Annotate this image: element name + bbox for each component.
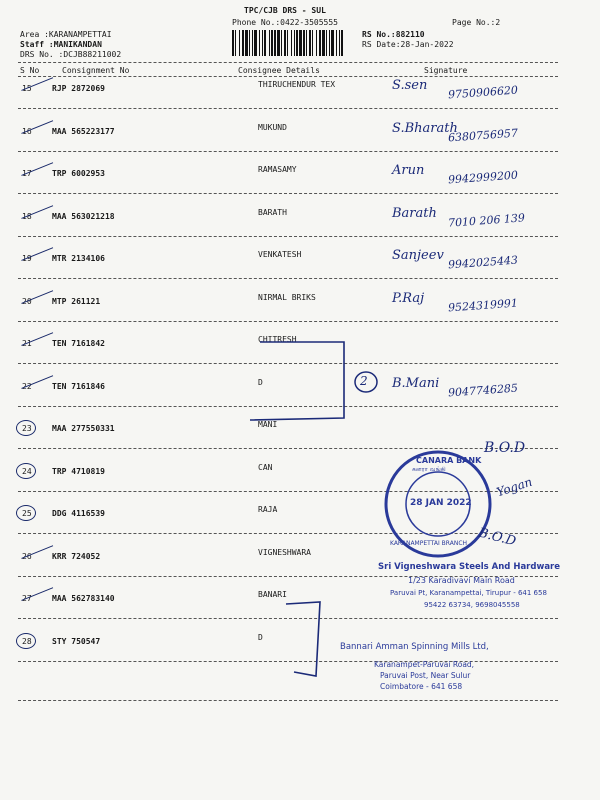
row-signature: Barath [392, 205, 437, 221]
row-consignment: KRR 724052 [52, 551, 101, 561]
row-consignment: TRP 4710819 [52, 466, 105, 476]
col-consignment: Consignment No [62, 66, 130, 75]
row-consignment: TEN 7161842 [52, 339, 105, 348]
barcode-bar [245, 30, 248, 56]
row-tick-mark [17, 364, 53, 389]
row-rule [18, 278, 558, 279]
barcode-bar [254, 30, 257, 56]
row-tick-mark [17, 576, 53, 601]
row-signature: P.Raj [392, 290, 425, 306]
barcode-bar [232, 30, 234, 56]
row-sno: 21 [22, 339, 32, 348]
barcode-bar [316, 30, 317, 56]
barcode-bar [277, 30, 280, 56]
banari-stamp-city: Coimbatore - 641 658 [380, 682, 463, 691]
barcode-bar [329, 30, 330, 56]
barcode-bar [322, 30, 325, 56]
banari-stamp-road: Karanampet-Paruvai Road, [374, 660, 475, 669]
row-consignee: RAJA [258, 505, 278, 514]
barcode-bar [262, 30, 263, 56]
row-consignee: NIRMAL BRIKS [258, 292, 316, 302]
row-sno: 22 [22, 381, 32, 391]
footer-rule [18, 700, 558, 701]
canara-bank-stamp [382, 448, 494, 560]
row-sno: 25 [22, 509, 32, 518]
row-sno: 27 [22, 594, 32, 603]
row-consignment: MAA 565223177 [52, 126, 115, 136]
row-sno: 16 [22, 126, 32, 136]
row-sno: 15 [22, 84, 32, 93]
row-rule [18, 193, 558, 194]
row-tick-mark [17, 194, 53, 219]
barcode-bar [306, 30, 307, 56]
banari-stamp-post: Paruvai Post, Near Sulur [380, 671, 471, 680]
row-phone: 9942025443 [447, 253, 519, 272]
row-consignment: MTR 2134106 [52, 254, 105, 263]
row-consignee: RAMASAMY [258, 165, 297, 174]
vigneshwara-stamp-name: Sri Vigneshwara Steels And Hardware [378, 562, 561, 572]
row-signature: S.sen [392, 78, 428, 93]
barcode-bar [239, 30, 240, 56]
vigneshwara-stamp-address: 1/23 Karadivavi Main Road [408, 576, 515, 585]
row-sno: 18 [22, 211, 32, 221]
row-rule [18, 321, 558, 322]
canara-bank-name: CANARA BANK [416, 456, 482, 465]
row-tick-mark [17, 236, 53, 261]
row-tick-mark [16, 420, 36, 436]
canara-tamil: கனரா வங்கி [412, 466, 446, 473]
row-tick-mark [17, 109, 53, 134]
row-phone: 6380756957 [447, 126, 519, 144]
barcode-bar [235, 30, 236, 56]
row-tick-mark [16, 463, 36, 479]
row-tick-mark [16, 633, 36, 649]
row-rule [18, 151, 558, 152]
row-sno: 20 [22, 296, 32, 306]
barcode-bar [274, 30, 276, 56]
row-phone: 7010 206 139 [447, 210, 526, 230]
row-tick-mark [17, 279, 53, 304]
row-tick-mark [17, 321, 53, 346]
row-phone: 9942999200 [447, 168, 519, 187]
bod-note: B.O.D [484, 440, 526, 456]
row-consignee: VENKATESH [258, 250, 302, 259]
barcode-bar [291, 30, 292, 56]
vigneshwara-stamp-phone: 95422 63734, 9698045558 [424, 601, 520, 609]
barcode-bar [336, 30, 337, 56]
row-sno: 26 [22, 551, 32, 561]
bracket-number: 2 [360, 374, 368, 388]
barcode-bar [312, 30, 313, 56]
banari-stamp-name: Bannari Amman Spinning Mills Ltd, [340, 642, 489, 652]
row-sno: 28 [22, 636, 32, 646]
row-consignment: STY 750547 [52, 636, 101, 646]
barcode-bar [339, 30, 340, 56]
canara-branch: KARANAMPETTAI BRANCH [390, 540, 468, 547]
row-phone: 9047746285 [447, 381, 519, 399]
barcode-bar [269, 30, 270, 56]
row-consignee: MANI [258, 420, 278, 429]
area-field: Area :KARANAMPETTAI [20, 30, 112, 39]
row-consignment: TEN 7161846 [52, 381, 105, 391]
barcode-bar [294, 30, 295, 56]
barcode-bar [249, 30, 250, 56]
staff-field: Staff :MANIKANDAN [20, 40, 102, 49]
row-consignment: MAA 563021218 [52, 211, 115, 221]
row-sno: 24 [22, 466, 32, 476]
columns-rule [18, 76, 558, 77]
bracket-annotation-2 [280, 600, 340, 680]
barcode-bar [331, 30, 334, 56]
row-signature: S.Bharath [392, 120, 458, 136]
row-consignee: CAN [258, 462, 273, 472]
rs-number: RS No.:882110 [362, 30, 425, 39]
phone-number: Phone No.:0422-3505555 [232, 18, 338, 27]
barcode-bar [319, 30, 321, 56]
row-consignee: THIRUCHENDUR TEX [258, 80, 336, 89]
barcode-bar [303, 30, 305, 56]
row-consignee: VIGNESHWARA [258, 547, 311, 557]
row-consignee: MUKUND [258, 122, 287, 132]
col-sno: S No [20, 66, 40, 75]
barcode-bar [326, 30, 327, 56]
row-sno: 19 [22, 254, 32, 263]
barcode-bar [296, 30, 298, 56]
vigneshwara-stamp-city: Paruvai Pt, Karanampettai, Tirupur - 641 658 [390, 589, 547, 597]
row-signature: Arun [392, 163, 425, 178]
barcode-bar [259, 30, 260, 56]
page-number: Page No.:2 [452, 18, 501, 27]
barcode-bar [284, 30, 286, 56]
bod-note-2: B.O.D [476, 525, 518, 550]
row-signature: Sanjeev [392, 248, 444, 263]
row-phone: 9524319991 [447, 296, 519, 314]
barcode-bar [299, 30, 302, 56]
barcode-bar [264, 30, 266, 56]
row-consignee: BANARI [258, 590, 287, 599]
drs-number: DRS No. :DCJB88211002 [20, 50, 122, 59]
row-consignment: RJP 2872069 [52, 84, 105, 93]
row-consignee: D [258, 632, 263, 642]
row-rule [18, 236, 558, 237]
barcode [230, 28, 350, 58]
row-sno: 17 [22, 169, 32, 178]
row-tick-mark [17, 151, 53, 176]
barcode-bar [271, 30, 273, 56]
barcode-bar [242, 30, 244, 56]
row-tick-mark [16, 505, 36, 521]
row-sno: 23 [22, 424, 32, 433]
barcode-bar [287, 30, 288, 56]
row-consignment: MAA 562783140 [52, 594, 115, 603]
barcode-bar [252, 30, 253, 56]
canara-date: 28 JAN 2022 [410, 498, 472, 508]
row-consignment: MAA 277550331 [52, 424, 115, 433]
yogan-signature: Yogan [494, 474, 534, 500]
doc-title: TPC/CJB DRS - SUL [244, 6, 326, 15]
row-consignment: MTP 261121 [52, 296, 101, 306]
barcode-bar [341, 30, 343, 56]
row-consignment: TRP 6002953 [52, 169, 105, 178]
row-consignee: BARATH [258, 207, 287, 217]
barcode-bar [309, 30, 311, 56]
header-rule [18, 62, 558, 63]
row-tick-mark [17, 534, 53, 559]
col-signature: Signature [424, 66, 468, 75]
row-signature: B.Mani [392, 375, 440, 391]
rs-date: RS Date:28-Jan-2022 [362, 40, 454, 49]
barcode-bar [281, 30, 282, 56]
row-consignment: DDG 4116539 [52, 509, 105, 518]
bracket-annotation [240, 336, 380, 426]
row-phone: 9750906620 [447, 83, 519, 102]
row-consignee: CHITRESH [258, 335, 297, 344]
row-rule [18, 108, 558, 109]
col-consignee: Consignee Details [238, 66, 320, 75]
row-consignee: D [258, 377, 263, 387]
